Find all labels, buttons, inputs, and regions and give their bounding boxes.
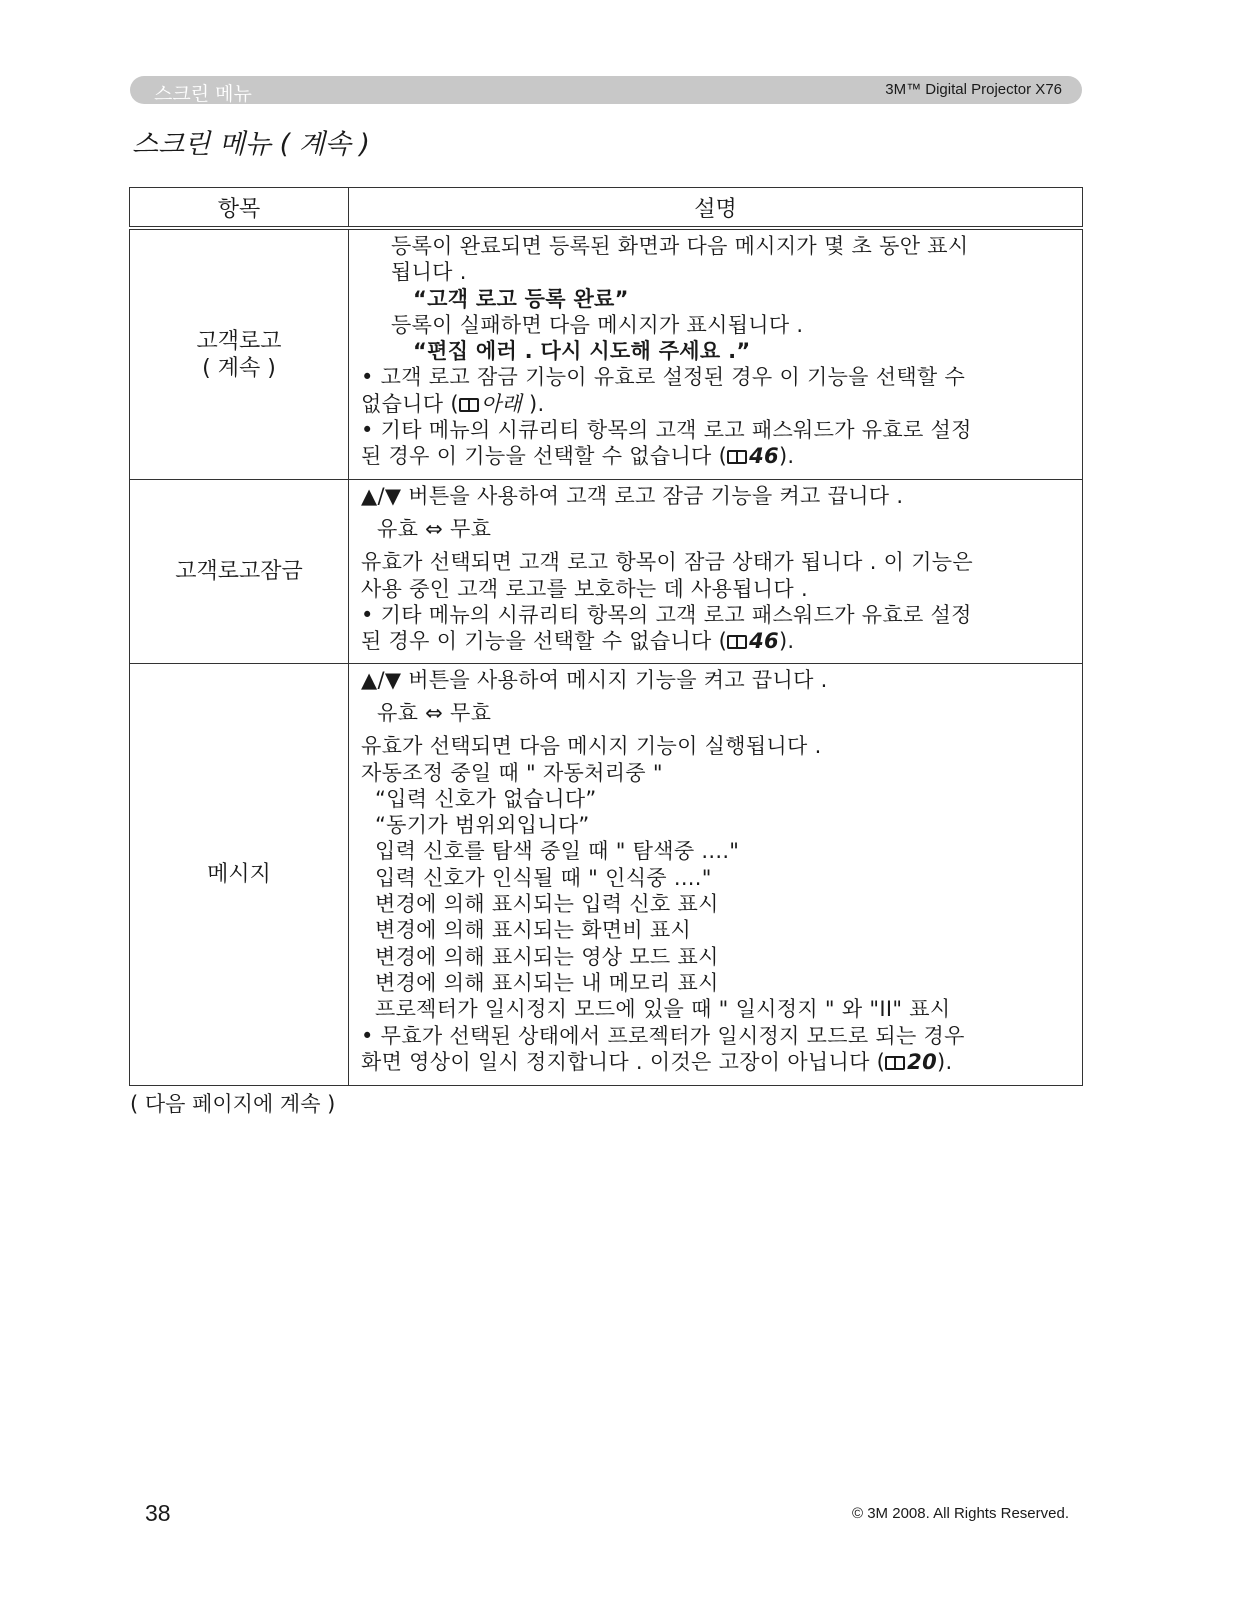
desc-line: 유효가 선택되면 고객 로고 항목이 잠금 상태가 됩니다 . 이 기능은	[361, 550, 973, 575]
bullet-line	[361, 391, 1072, 417]
toggle-options: 유효 ⇔ 무효	[377, 517, 492, 542]
book-icon	[459, 398, 479, 412]
table-row-custom-logo-lock	[130, 480, 1083, 664]
page-number: 38	[145, 1500, 171, 1526]
desc-text: 화면 영상이 일시 정지합니다 . 이것은 고장이 아닙니다 (	[361, 1049, 886, 1074]
continued-note: ( 다음 페이지에 계속 )	[130, 1092, 336, 1116]
bullet-line	[361, 628, 1072, 654]
column-header-item: 항목	[130, 188, 349, 229]
bullet-line	[361, 443, 1072, 469]
item-name: 메시지	[207, 862, 271, 887]
item-cell	[130, 228, 349, 480]
desc-line: ▲/▼ 버튼을 사용하여 고객 로고 잠금 기능을 켜고 끕니다 .	[361, 484, 904, 508]
description-cell	[349, 664, 1083, 1086]
message-text: “편집 에러 . 다시 시도해 주세요 .”	[413, 339, 751, 364]
toggle-options: 유효 ⇔ 무효	[377, 701, 492, 726]
book-icon	[727, 635, 747, 649]
item-cell	[130, 480, 349, 664]
bullet-line: • 무효가 선택된 상태에서 프로젝터가 일시정지 모드로 되는 경우	[361, 1023, 965, 1048]
message-list-item: 변경에 의해 표시되는 입력 신호 표시	[375, 892, 719, 917]
item-name: 고객로고잠금	[175, 559, 303, 584]
desc-line: 자동조정 중일 때 " 자동처리중 "	[361, 760, 663, 785]
desc-text: ).	[778, 444, 795, 469]
item-name: 고객로고	[196, 328, 282, 354]
message-list-item: 입력 신호가 인식될 때 " 인식중 ...."	[375, 865, 712, 890]
bullet-line: • 고객 로고 잠금 기능이 유효로 설정된 경우 이 기능을 선택할 수	[361, 365, 966, 390]
desc-text: 된 경우 이 기능을 선택할 수 없습니다 (	[361, 444, 728, 469]
book-icon	[885, 1056, 905, 1070]
item-cell	[130, 664, 349, 1086]
desc-text: ).	[937, 1049, 953, 1074]
message-list-item: 프로젝터가 일시정지 모드에 있을 때 " 일시정지 " 와 "II" 표시	[375, 997, 951, 1022]
message-list-item: 변경에 의해 표시되는 영상 모드 표시	[375, 944, 719, 969]
page-reference-link[interactable]: 46	[749, 444, 779, 469]
book-icon	[727, 450, 747, 464]
description-cell	[349, 480, 1083, 664]
bullet-line: • 기타 메뉴의 시큐리티 항목의 고객 로고 패스워드가 유효로 설정	[361, 602, 972, 627]
table-header-row	[130, 188, 1083, 229]
desc-line: 등록이 실패하면 다음 메시지가 표시됩니다 .	[391, 312, 804, 337]
screen-menu-table	[129, 187, 1083, 1086]
page-reference-link[interactable]: 20	[907, 1049, 937, 1074]
desc-line: 됩니다 .	[391, 260, 467, 285]
column-header-description: 설명	[349, 188, 1083, 229]
desc-line: 유효가 선택되면 다음 메시지 기능이 실행됩니다 .	[361, 734, 822, 759]
page-title: 스크린 메뉴 ( 계속 )	[132, 129, 370, 160]
copyright-notice: © 3M 2008. All Rights Reserved.	[852, 1505, 1069, 1522]
header-product-name: 3M™ Digital Projector X76	[885, 81, 1062, 98]
desc-text: 된 경우 이 기능을 선택할 수 없습니다 (	[361, 629, 728, 654]
desc-line: ▲/▼ 버튼을 사용하여 메시지 기능을 켜고 끕니다 .	[361, 668, 828, 692]
header-section-title: 스크린 메뉴	[154, 83, 252, 105]
message-text: “고객 로고 등록 완료”	[413, 286, 629, 311]
table-row-message	[130, 664, 1083, 1086]
desc-text: ).	[778, 629, 795, 654]
bullet-line	[361, 1049, 1072, 1075]
desc-line: 등록이 완료되면 등록된 화면과 다음 메시지가 몇 초 동안 표시	[391, 234, 969, 258]
header-bar	[130, 76, 1082, 104]
desc-line: 사용 중인 고객 로고를 보호하는 데 사용됩니다 .	[361, 576, 808, 601]
message-list-item: “입력 신호가 없습니다”	[375, 786, 597, 811]
table-row-custom-logo	[130, 228, 1083, 480]
desc-text: ).	[521, 391, 545, 416]
bullet-line: • 기타 메뉴의 시큐리티 항목의 고객 로고 패스워드가 유효로 설정	[361, 418, 972, 443]
reference-link[interactable]: 아래	[480, 391, 522, 416]
description-cell	[349, 228, 1083, 480]
message-list-item: “동기가 범위외입니다”	[375, 813, 590, 838]
desc-text: 없습니다 (	[361, 391, 459, 416]
page-reference-link[interactable]: 46	[749, 629, 779, 654]
message-list-item: 변경에 의해 표시되는 화면비 표시	[375, 918, 692, 943]
message-list-item: 입력 신호를 탐색 중일 때 " 탐색중 ...."	[375, 839, 740, 864]
message-list-item: 변경에 의해 표시되는 내 메모리 표시	[375, 970, 719, 995]
item-continued: ( 계속 )	[202, 355, 276, 381]
